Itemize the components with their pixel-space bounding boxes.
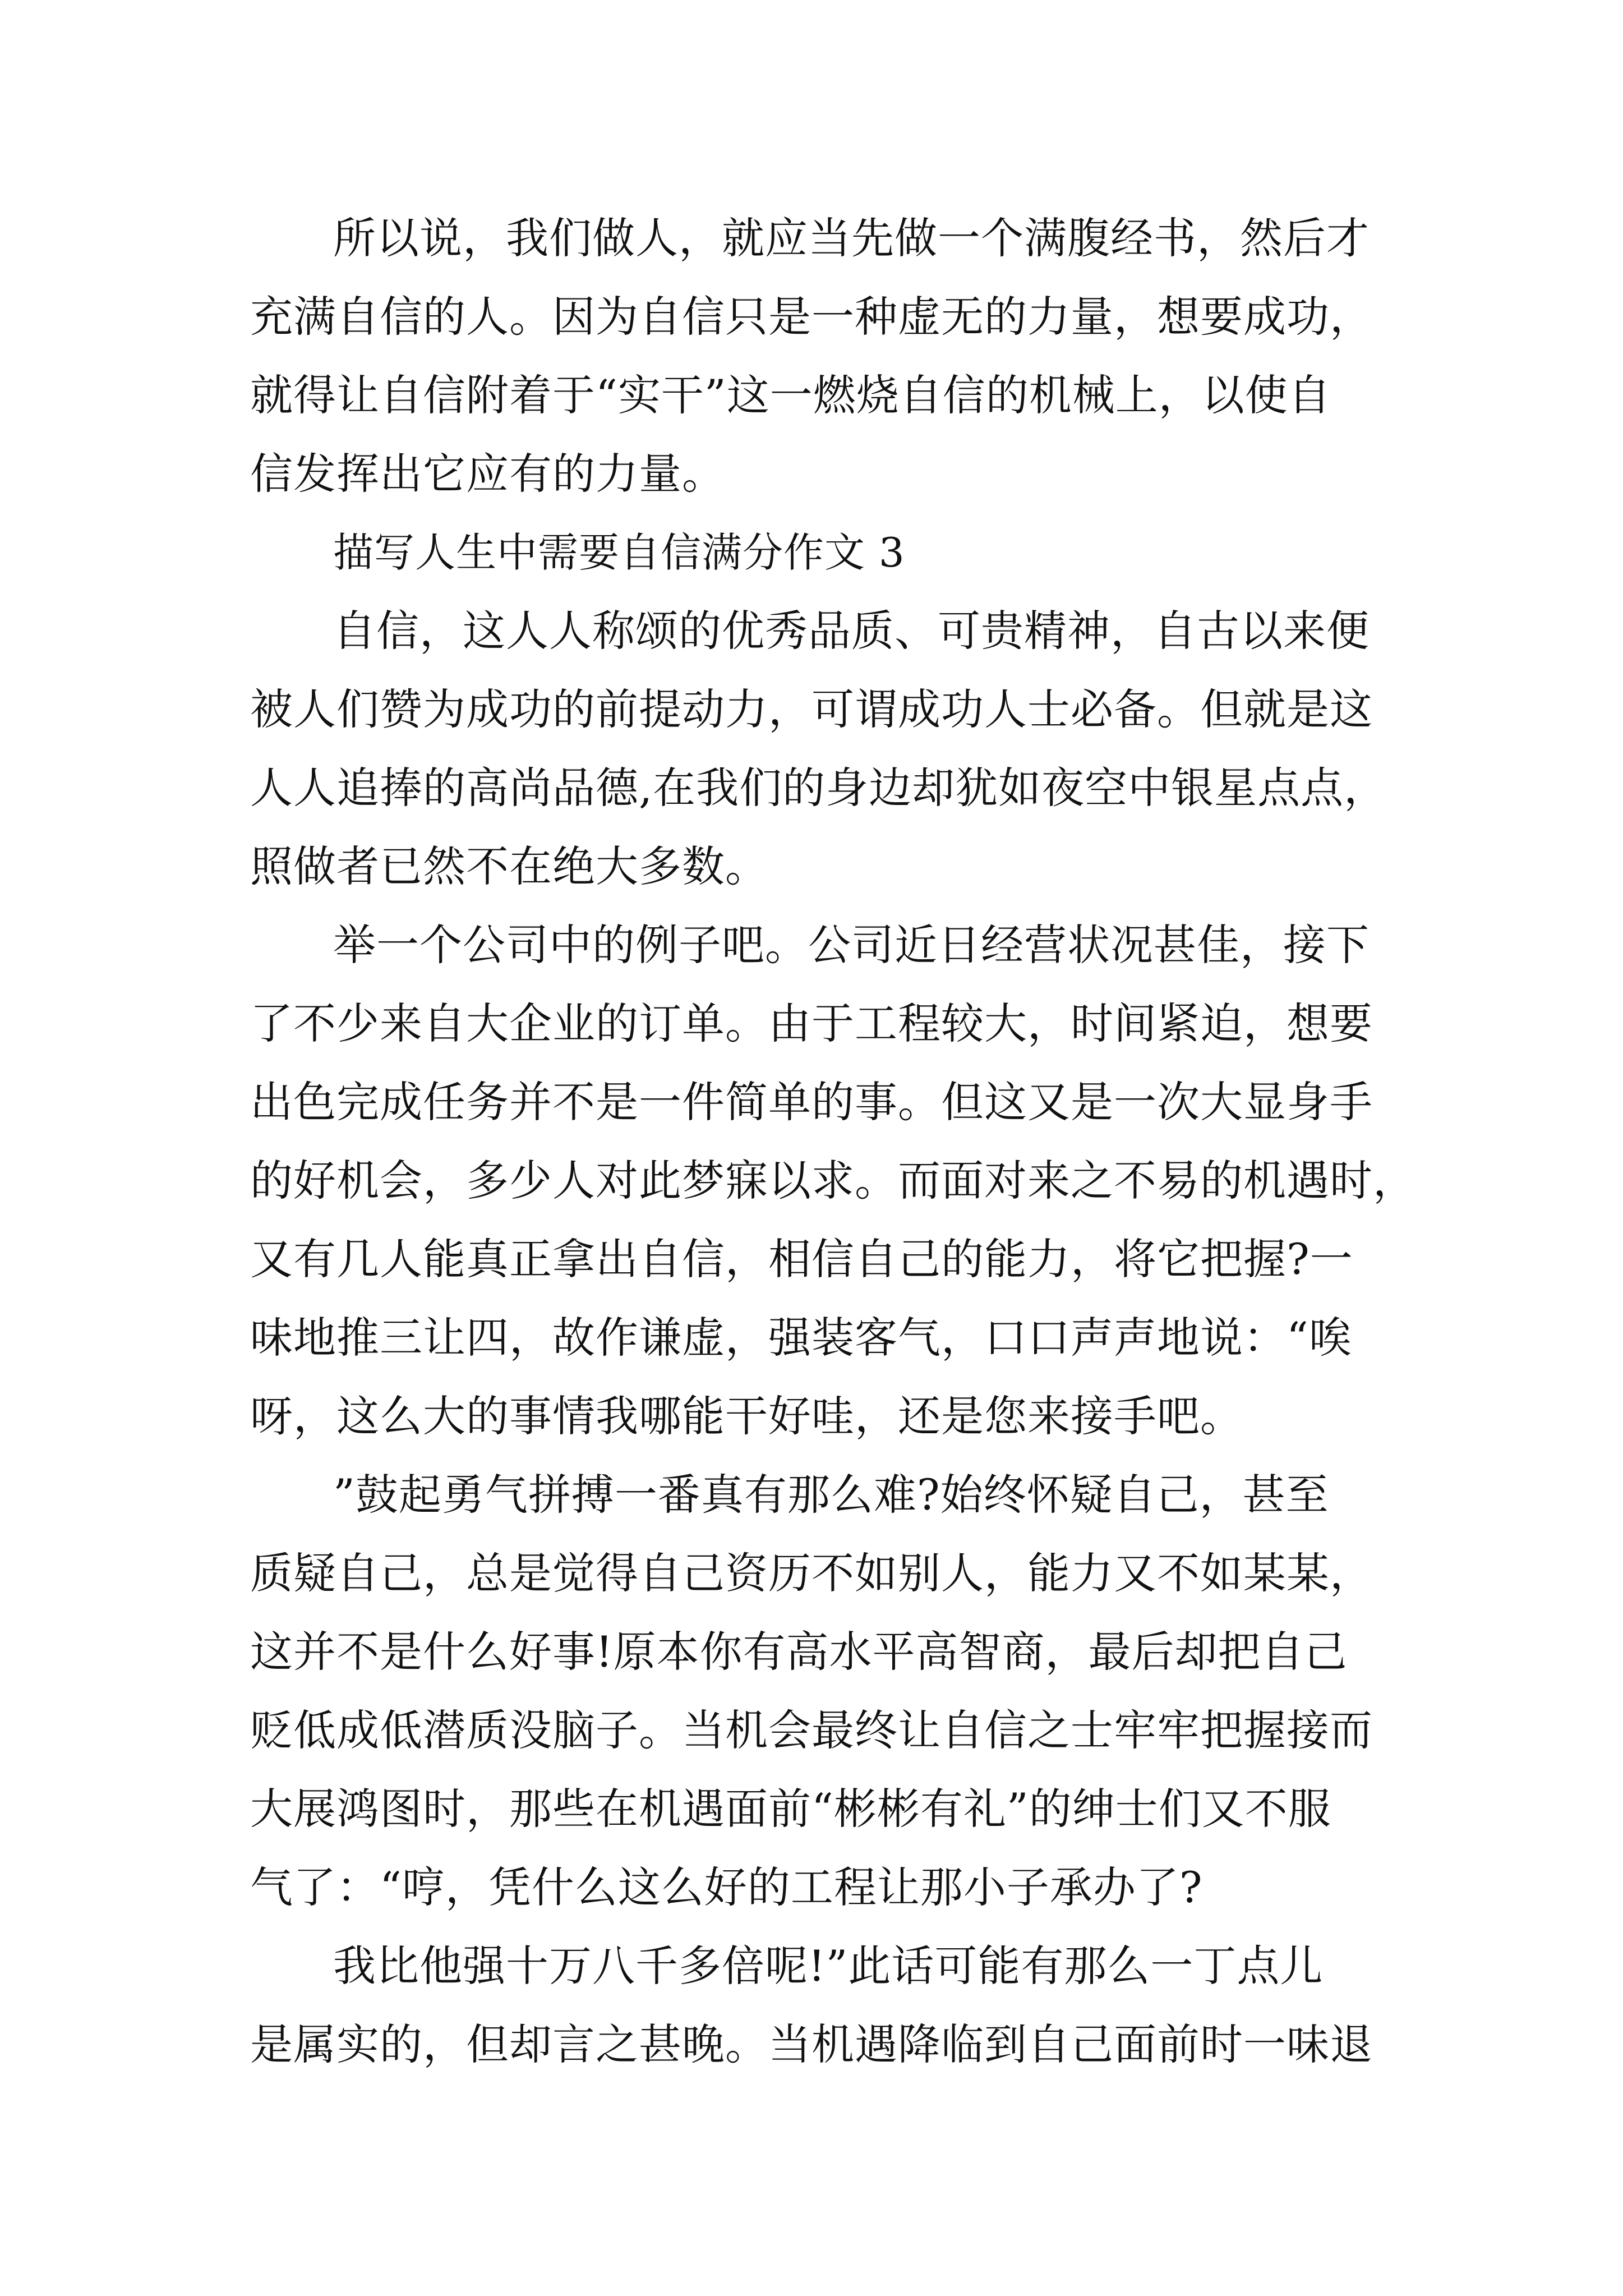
text-line: ”鼓起勇气拼搏一番真有那么难?始终怀疑自己，甚至 xyxy=(333,1470,1329,1520)
text-line: 所以说，我们做人，就应当先做一个满腹经书，然后才 xyxy=(333,213,1370,263)
text-line: 的好机会，多少人对此梦寐以求。而面对来之不易的机遇时， xyxy=(250,1156,1416,1205)
text-line: 信发挥出它应有的力量。 xyxy=(250,449,725,499)
text-line: 味地推三让四，故作谦虚，强装客气，口口声声地说：“唉 xyxy=(250,1313,1352,1363)
text-line: 呀，这么大的事情我哪能干好哇，还是您来接手吧。 xyxy=(250,1391,1243,1441)
text-line: 照做者已然不在绝大多数。 xyxy=(250,841,768,891)
text-line: 气了：“哼，凭什么这么好的工程让那小子承办了? xyxy=(250,1862,1203,1912)
section-heading: 描写人生中需要自信满分作文 3 xyxy=(333,529,905,576)
text-line: 人人追捧的高尚品德,在我们的身边却犹如夜空中银星点点， xyxy=(250,763,1387,813)
text-line: 质疑自己，总是觉得自己资历不如别人，能力又不如某某， xyxy=(250,1548,1373,1598)
text-line: 出色完成任务并不是一件简单的事。但这又是一次大显身手 xyxy=(250,1077,1373,1127)
text-line: 自信，这人人称颂的优秀品质、可贵精神，自古以来便 xyxy=(333,606,1370,656)
text-line: 充满自信的人。因为自信只是一种虚无的力量，想要成功， xyxy=(250,292,1373,342)
essay-body xyxy=(250,199,1416,2084)
text-line: 又有几人能真正拿出自信，相信自己的能力，将它把握?一 xyxy=(250,1234,1353,1284)
text-line: 我比他强十万八千多倍呢!”此话可能有那么一丁点儿 xyxy=(333,1941,1324,1991)
text-line: 大展鸿图时，那些在机遇面前“彬彬有礼”的绅士们又不服 xyxy=(250,1784,1331,1834)
text-line: 就得让自信附着于“实干”这一燃烧自信的机械上，以使自 xyxy=(250,370,1331,420)
text-line: 贬低成低潜质没脑子。当机会最终让自信之士牢牢把握接而 xyxy=(250,1705,1373,1755)
text-line: 举一个公司中的例子吧。公司近日经营状况甚佳，接下 xyxy=(333,920,1370,970)
text-line: 是属实的，但却言之甚晚。当机遇降临到自己面前时一味退 xyxy=(250,2019,1373,2069)
text-line: 被人们赞为成功的前提动力，可谓成功人士必备。但就是这 xyxy=(250,684,1373,734)
text-line: 了不少来自大企业的订单。由于工程较大，时间紧迫，想要 xyxy=(250,999,1373,1048)
text-line: 这并不是什么好事!原本你有高水平高智商，最后却把自己 xyxy=(250,1627,1348,1677)
